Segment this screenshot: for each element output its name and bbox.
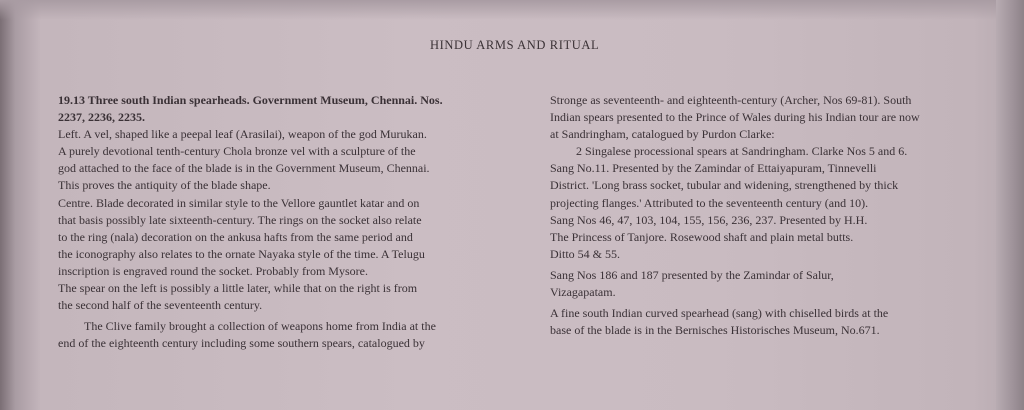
left-column-line: Centre. Blade decorated in similar style to the Vellore gauntlet katar and on [58, 195, 420, 210]
left-column-line: The Clive family brought a collection of weapons home from India at the [84, 319, 436, 334]
right-column-line: A fine south Indian curved spearhead (sang) with chiselled birds at the [550, 306, 889, 321]
left-column-line: Left. A vel, shaped like a peepal leaf (Arasilai), weapon of the god Murukan. [58, 127, 427, 142]
right-column-line: Sang Nos 46, 47, 103, 104, 155, 156, 236, 237. Presented by H.H. [550, 212, 868, 227]
right-column-line: The Princess of Tanjore. Rosewood shaft and plain metal butts. [550, 229, 854, 244]
left-column-line: A purely devotional tenth-century Chola bronze vel with a sculpture of the [58, 144, 416, 159]
right-column-line: District. 'Long brass socket, tubular and widening, strengthened by thick [550, 178, 899, 193]
right-column-line: 2 Singalese processional spears at Sandringham. Clarke Nos 5 and 6. [576, 144, 908, 159]
right-column-line: Sang Nos 186 and 187 presented by the Zamindar of Salur, [550, 267, 834, 282]
right-column-line: Sang No.11. Presented by the Zamindar of Ettaiyapuram, Tinnevelli [550, 161, 877, 176]
left-column-line: the iconography also relates to the ornate Nayaka style of the time. A Telugu [58, 246, 425, 261]
right-column-line: Ditto 54 & 55. [550, 246, 621, 261]
page-top-shadow [0, 0, 1024, 20]
right-column-line: projecting flanges.' Attributed to the seventeenth century (and 10). [550, 195, 869, 210]
left-column-line: 19.13 Three south Indian spearheads. Government Museum, Chennai. Nos. [58, 93, 443, 107]
left-column-line: The spear on the left is possibly a little later, while that on the right is from [58, 281, 418, 296]
left-column-line: god attached to the face of the blade is in the Government Museum, Chennai. [58, 161, 430, 176]
right-column [550, 92, 1000, 339]
left-column-line: to the ring (nala) decoration on the ankusa hafts from the same period and [58, 229, 413, 244]
right-column-line: Vizagapatam. [550, 285, 616, 300]
running-head: HINDU ARMS AND RITUAL [430, 38, 600, 52]
left-column-line: This proves the antiquity of the blade shape. [58, 178, 271, 193]
page-right-edge [996, 0, 1024, 410]
right-column-line: Indian spears presented to the Prince of Wales during his Indian tour are now [550, 110, 920, 125]
right-column-line: base of the blade is in the Bernisches Historisches Museum, No.671. [550, 323, 880, 338]
left-column-line: the second half of the seventeenth century. [58, 298, 263, 313]
right-column-line: Stronge as seventeenth- and eighteenth-century (Archer, Nos 69-81). South [550, 93, 912, 107]
left-column-line: end of the eighteenth century including some southern spears, catalogued by [58, 336, 425, 351]
left-column-line: 2237, 2236, 2235. [58, 110, 145, 125]
left-column-line: inscription is engraved round the socket. Probably from Mysore. [58, 263, 368, 278]
right-column-line: at Sandringham, catalogued by Purdon Clarke: [550, 127, 775, 142]
left-column [58, 92, 528, 352]
left-column-line: that basis possibly late sixteenth-century. The rings on the socket also relate [58, 212, 422, 227]
